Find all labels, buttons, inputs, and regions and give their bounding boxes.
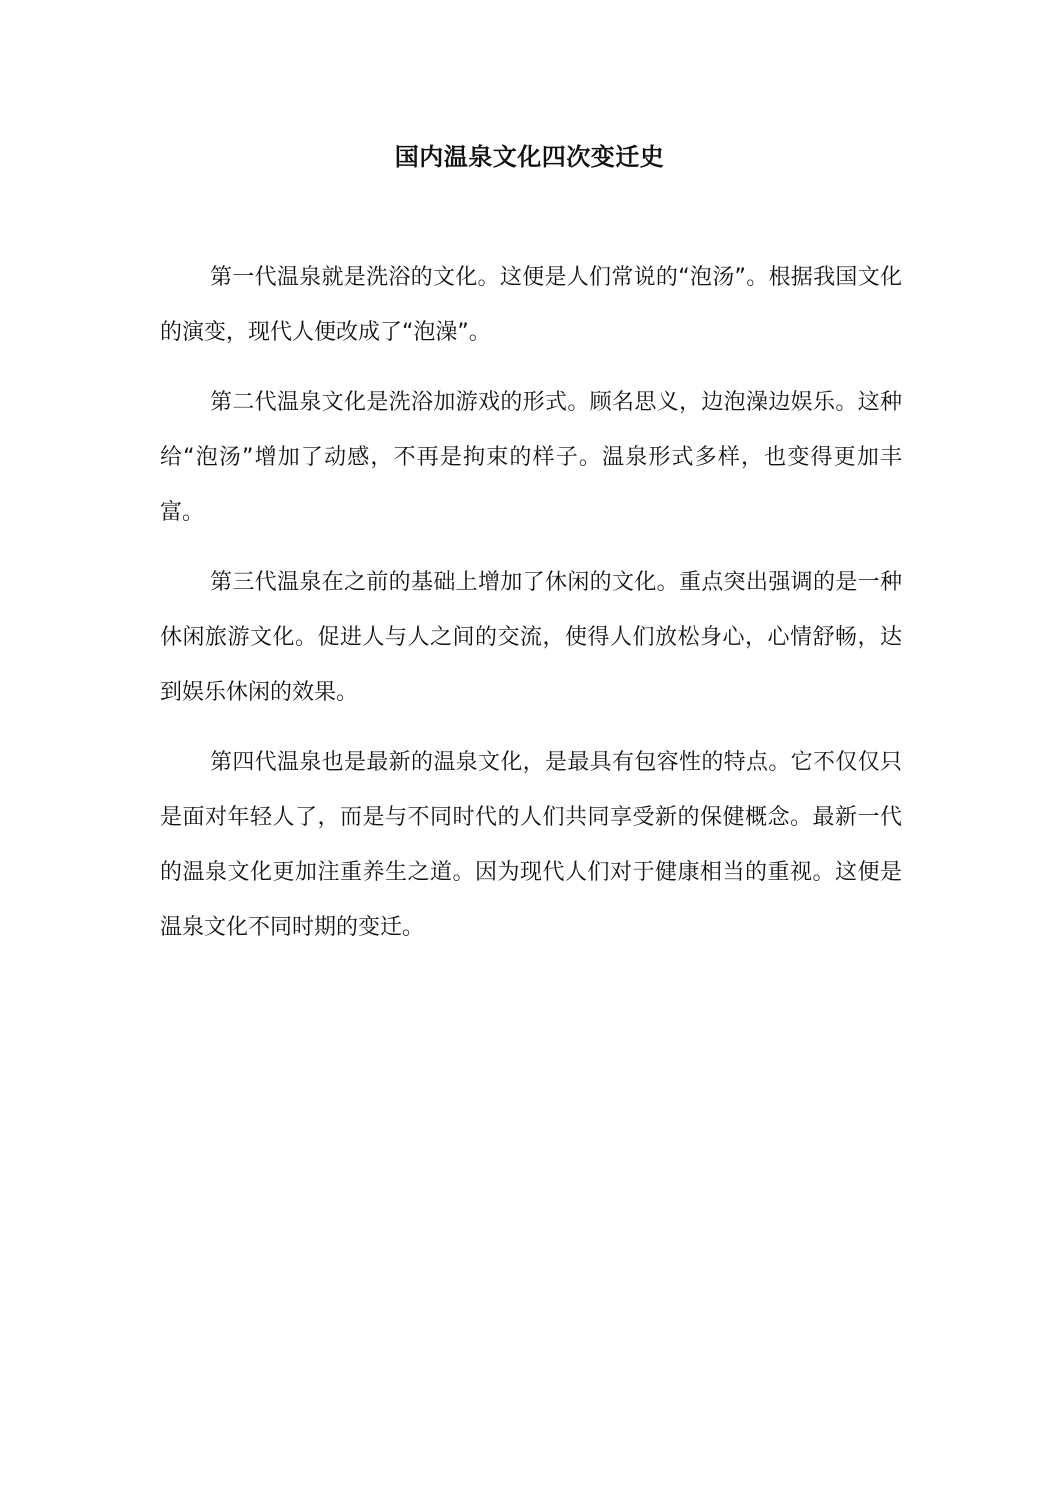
document-title: 国内温泉文化四次变迁史 — [394, 143, 665, 171]
paragraph-1: 第一代温泉就是洗浴的文化。这便是人们常说的“泡汤”。根据我国文化的演变，现代人便改成了“泡澡”。 — [160, 265, 902, 345]
paragraph-3: 第三代温泉在之前的基础上增加了休闲的文化。重点突出强调的是一种休闲旅游文化。促进人与人之间的交流，使得人们放松身心，心情舒畅，达到娱乐休闲的效果。 — [160, 570, 902, 705]
paragraph-4: 第四代温泉也是最新的温泉文化，是最具有包容性的特点。它不仅仅只是面对年轻人了，而是与不同时代的人们共同享受新的保健概念。最新一代的温泉文化更加注重养生之道。因为现代人们对于健康相当的重视。这便是温泉文化不同时期的变迁。 — [160, 750, 902, 940]
paragraph-2: 第二代温泉文化是洗浴加游戏的形式。顾名思义，边泡澡边娱乐。这种给“泡汤”增加了动感，不再是拘束的样子。温泉形式多样，也变得更加丰富。 — [160, 390, 902, 525]
document-body — [160, 250, 902, 970]
